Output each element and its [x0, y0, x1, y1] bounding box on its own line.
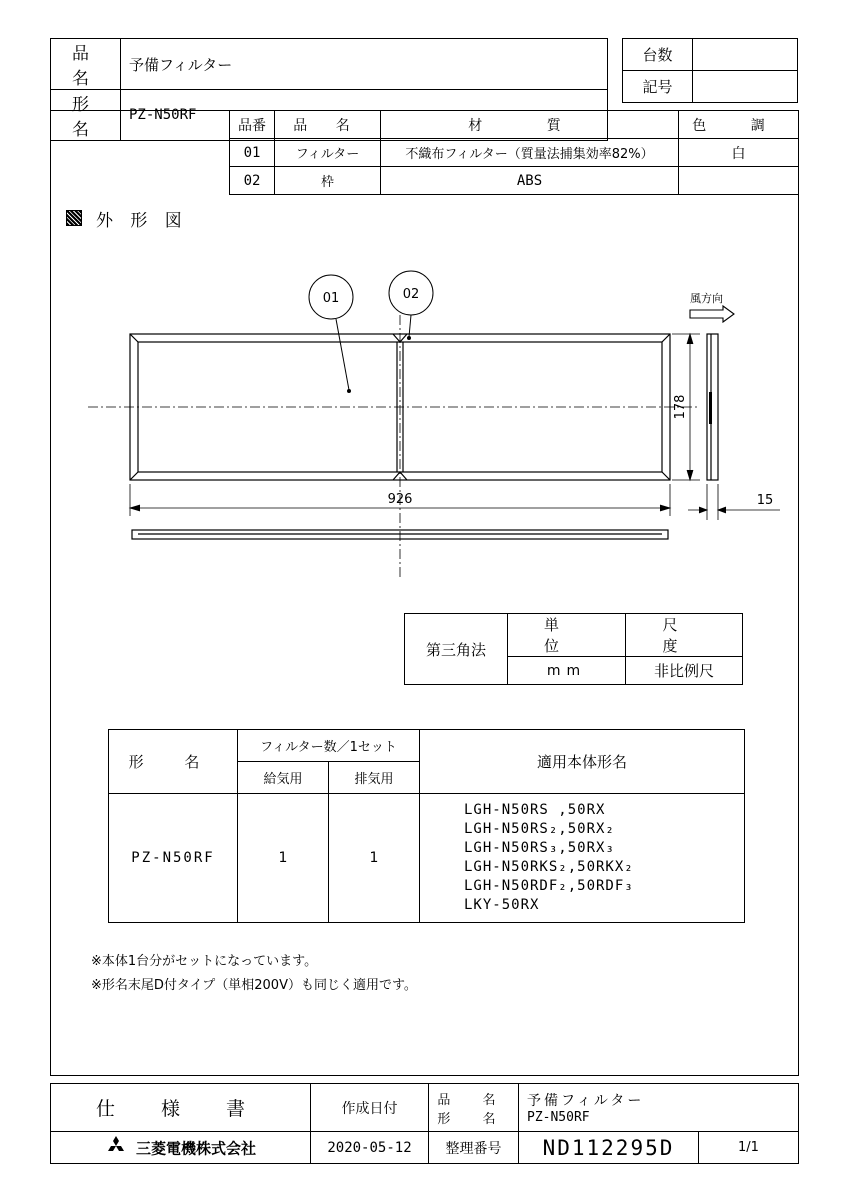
apply-model-header: 形 名	[109, 730, 238, 794]
scale-label: 尺 度	[626, 614, 743, 657]
parts-header-name: 品 名	[275, 111, 381, 139]
parts-header-material: 材 質	[381, 111, 679, 139]
unit-value: mm	[508, 657, 626, 685]
page-number: 1/1	[699, 1132, 799, 1164]
section-title: 外 形 図	[96, 211, 188, 231]
header-model-label: 形 名	[51, 90, 121, 141]
filter-side-view	[707, 334, 718, 480]
exhaust-count: 1	[329, 794, 420, 923]
list-item: LGH-N50RKS₂,50RKX₂	[464, 859, 634, 875]
footer-name-value: 予備フィルター	[527, 1093, 645, 1109]
mitsubishi-logo-icon	[105, 1136, 127, 1160]
footer-label-cell	[429, 1084, 519, 1132]
exhaust-header: 排気用	[329, 762, 420, 794]
doc-title: 仕 様 書	[51, 1084, 311, 1132]
callout-02	[389, 271, 433, 337]
parts-header-no: 品番	[230, 111, 275, 139]
apply-body-header: 適用本体形名	[420, 730, 745, 794]
height-dimension-value: 178	[673, 394, 688, 420]
part-color: 白	[679, 139, 799, 167]
projection-method: 第三角法	[405, 614, 508, 685]
apply-table	[108, 729, 745, 923]
side-label-mark	[709, 392, 712, 424]
company-name: 三菱電機株式会社	[136, 1139, 257, 1157]
company-cell	[51, 1132, 311, 1164]
note-2: ※形名末尾D付タイプ（単相200V）も同じく適用です。	[91, 978, 417, 993]
apply-model-value: PZ-N50RF	[109, 794, 238, 923]
parts-header-color: 色 調	[679, 111, 799, 139]
list-item: LGH-N50RS₃,50RX₃	[464, 840, 615, 856]
date-label: 作成日付	[311, 1084, 429, 1132]
table-row	[109, 794, 745, 923]
part-name: フィルター	[275, 139, 381, 167]
footer-value-cell	[519, 1084, 799, 1132]
callout-02-label: 02	[402, 287, 420, 302]
filter-count-header: フィルター数／1セット	[238, 730, 420, 762]
mark-label: 記号	[623, 71, 693, 103]
footer-model-value: PZ-N50RF	[527, 1110, 590, 1125]
part-no: 01	[230, 139, 275, 167]
supply-header: 給気用	[238, 762, 329, 794]
note-1: ※本体1台分がセットになっています。	[91, 954, 318, 969]
scale-value: 非比例尺	[626, 657, 743, 685]
scale-table	[404, 613, 743, 685]
footer-table	[50, 1083, 799, 1164]
part-material: ABS	[381, 167, 679, 195]
width-dimension-value: 926	[387, 492, 413, 507]
footer-model-label: 形 名	[437, 1111, 510, 1127]
wind-direction-label: 風方向	[690, 292, 723, 305]
supply-count: 1	[238, 794, 329, 923]
header-model-value: PZ-N50RF	[121, 90, 608, 141]
ref-label: 整理番号	[429, 1132, 519, 1164]
ref-value: ND112295D	[519, 1132, 699, 1164]
wind-direction-arrow-icon	[690, 306, 734, 322]
count-label: 台数	[623, 39, 693, 71]
part-no: 02	[230, 167, 275, 195]
list-item: LKY-50RX	[464, 897, 540, 913]
callout-01-label: 01	[322, 291, 340, 306]
list-item: LGH-N50RS₂,50RX₂	[464, 821, 615, 837]
list-item: LGH-N50RDF₂,50RDF₃	[464, 878, 634, 894]
header-name-label: 品 名	[51, 39, 121, 90]
date-value: 2020-05-12	[311, 1132, 429, 1164]
header-name-value: 予備フィルター	[121, 39, 608, 90]
unit-label: 単 位	[508, 614, 626, 657]
depth-dimension-value: 15	[756, 493, 774, 508]
list-item: LGH-N50RS ,50RX	[464, 802, 606, 818]
part-material: 不織布フィルター（質量法捕集効率82%）	[381, 139, 679, 167]
applicable-models	[420, 794, 745, 923]
part-name: 枠	[275, 167, 381, 195]
footer-name-label: 品 名	[437, 1092, 510, 1108]
